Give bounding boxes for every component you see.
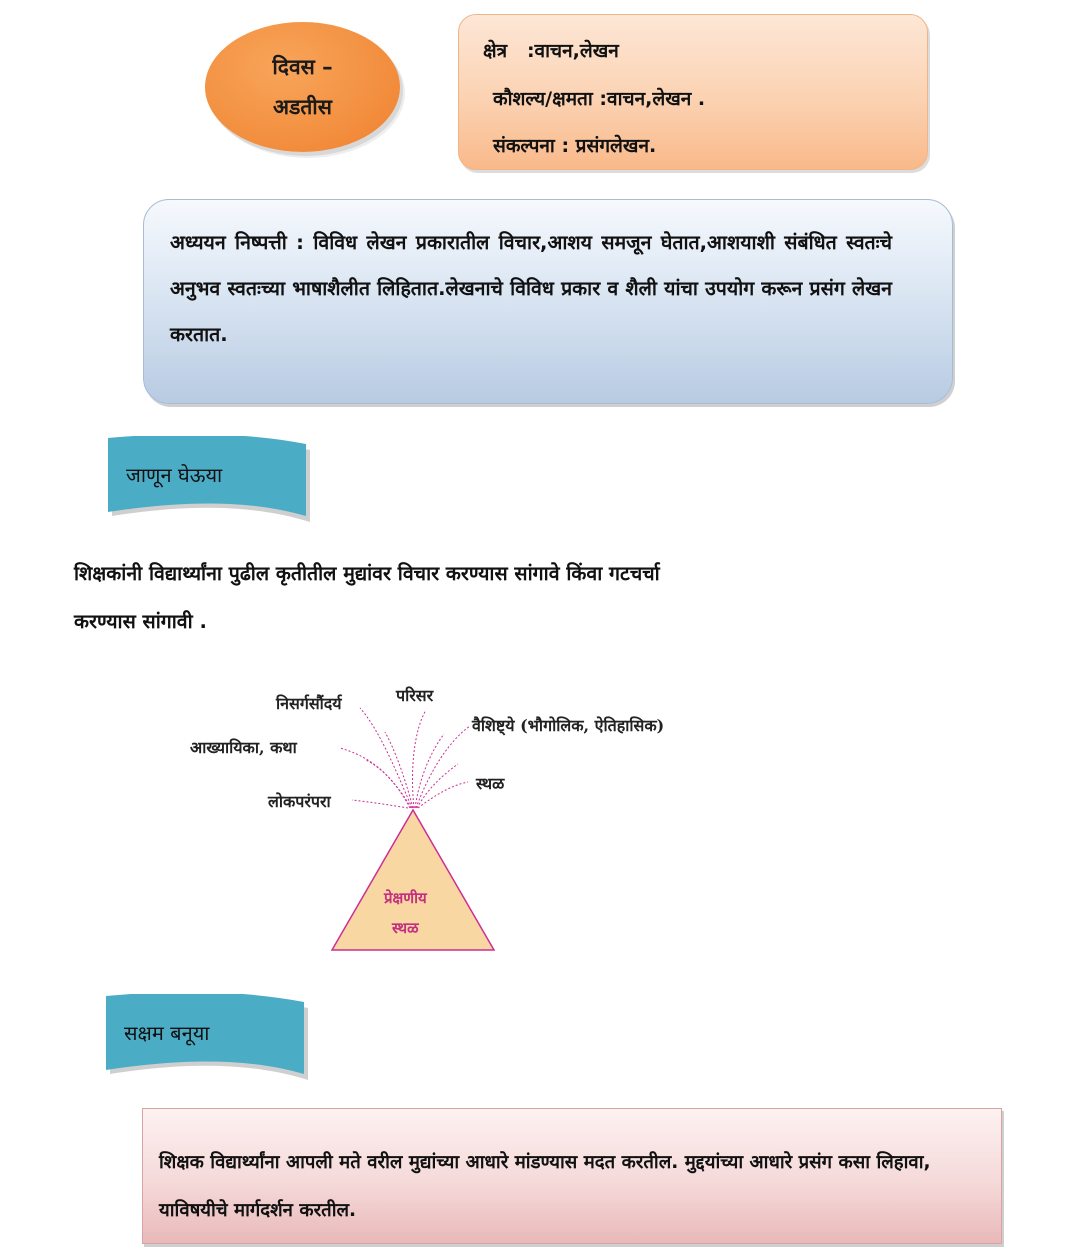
tag-capable [104, 994, 309, 1082]
tourist-place-diagram [0, 660, 1077, 960]
tag-know-label: जाणून घेऊया [126, 462, 223, 487]
line-surroundings [413, 710, 427, 808]
concept-line: संकल्पना : प्रसंगलेखन. [493, 135, 657, 157]
info-box [458, 14, 928, 170]
instruction-paragraph [74, 550, 954, 646]
tag-capable-label: सक्षम बनूया [124, 1020, 210, 1045]
day-oval [205, 22, 400, 152]
day-number: अडतीस [273, 95, 332, 119]
line-place [418, 782, 468, 808]
label-surroundings: परिसर [396, 686, 434, 705]
label-traditions: लोकपरंपरा [268, 792, 331, 811]
line-traditions [352, 800, 408, 808]
area-line: क्षेत्र :वाचन,लेखन [483, 40, 619, 62]
learning-outcome-box [143, 199, 953, 404]
diagram-graphics [0, 660, 1077, 960]
center-label-line-2: स्थळ [392, 919, 419, 937]
label-legends: आख्यायिका, कथा [190, 738, 297, 757]
label-place: स्थळ [476, 774, 505, 793]
day-label: दिवस – [272, 55, 333, 79]
instruction-line-2: करण्यास सांगावी . [74, 610, 207, 633]
learning-outcome-text: अध्ययन निष्पत्ती : विविध लेखन प्रकारातील विचार,आशय समजून घेतात,आशयाशी संबंधित स्वतःचे अनुभव स्वतःच्या भाषाशैलीत लिहितात.लेखनाचे विविध प्रकार व शैली यांचा उपयोग करून प्रसंग लेखन करतात. [170, 231, 892, 346]
teacher-guidance-box [142, 1108, 1002, 1244]
tag-know [106, 436, 311, 524]
instruction-line-1: शिक्षकांनी विद्यार्थ्यांना पुढील कृतीतील मुद्यांवर विचार करण्यास सांगावे किंवा गटचर्चा [74, 562, 660, 585]
skill-line: कौशल्य/क्षमता :वाचन,लेखन . [493, 88, 706, 110]
teacher-guidance-text: शिक्षक विद्यार्थ्यांना आपली मते वरील मुद्यांच्या आधारे मांडण्यास मदत करतील. मुद्दयांच्या आधारे प्रसंग कसा लिहावा, याविषयीचे मार्गदर्शन करतील. [159, 1152, 931, 1221]
label-nature: निसर्गसौंदर्य [276, 694, 342, 713]
line-nature [360, 708, 412, 808]
line-features [416, 726, 470, 808]
label-features: वैशिष्ट्ये (भौगोलिक, ऐतिहासिक) [472, 716, 665, 735]
center-label-line-1: प्रेक्षणीय [384, 889, 427, 907]
